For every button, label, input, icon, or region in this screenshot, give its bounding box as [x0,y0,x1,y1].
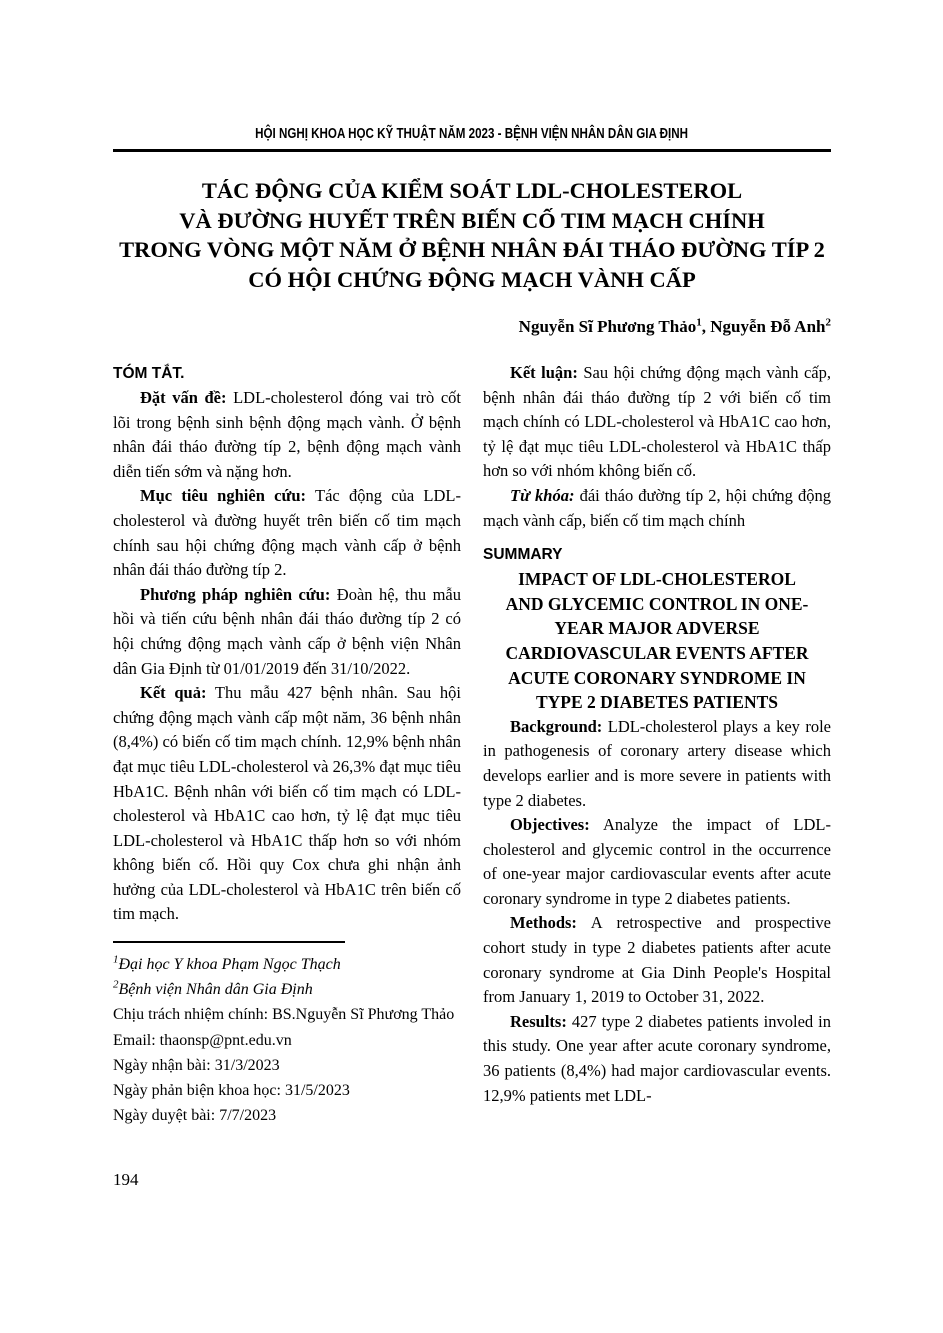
running-header-text: HỘI NGHỊ KHOA HỌC KỸ THUẬT NĂM 2023 - BỆNH VIỆN NHÂN DÂN GIA ĐỊNH [255,126,689,142]
abstract-vi-results [113,681,461,927]
paragraph-text: Tác động của LDL-cholesterol và đường huyết trên biến cố tim mạch chính sau hội chứng động mạch vành cấp ở bệnh nhân đái tháo đường típ 2. [113,486,461,580]
summary-heading: SUMMARY [483,546,563,564]
article-title-line: VÀ ĐƯỜNG HUYẾT TRÊN BIẾN CỐ TIM MẠCH CHÍNH [179,207,765,233]
abstract-en-methods [483,911,831,1009]
paragraph-label: Đặt vấn đề: [140,388,227,407]
paragraph-label: Kết quả: [140,683,207,703]
article-title-line: CÓ HỘI CHỨNG ĐỘNG MẠCH VÀNH CẤP [248,266,696,292]
affiliation-2-text: Bệnh viện Nhân dân Gia Định [118,981,313,999]
english-title-line: CARDIOVASCULAR EVENTS AFTER [505,642,809,663]
english-title-line: TYPE 2 DIABETES PATIENTS [536,692,778,713]
english-title [483,567,831,715]
author-1-affiliation-mark: 1 [696,316,702,329]
paragraph-text: Thu mẫu 427 bệnh nhân. Sau hội chứng động mạch vành cấp một năm, 36 bệnh nhân (8,4%) có biến cố tim mạch chính. 12,9% bệnh nhân đạt mục tiêu LDL-cholesterol và 26,3% đạt mục tiêu HbA1C. Bệnh nhân với biến cố tim mạch có LDL-cholesterol và HbA1C cao hơn, tỷ lệ đạt mục tiêu LDL-cholesterol và HbA1C thấp hơn so với nhóm không biến cố. Hồi quy Cox chưa ghi nhận ảnh hưởng của LDL-cholesterol và HbA1C trên biến cố tim mạch. [113,683,462,924]
paragraph-label: Mục tiêu nghiên cứu: [140,486,307,506]
authors-line [113,317,831,337]
abstract-vi-background [113,386,461,484]
paragraph-text: LDL-cholesterol đóng vai trò cốt lõi trong bệnh sinh bệnh động mạch vành. Ở bệnh nhân đái tháo đường típ 2, bệnh động mạch vành diễn tiến sớm và nặng hơn. [113,388,461,481]
footnote-separator [113,941,345,943]
paragraph-label: Objectives: [510,815,590,835]
abstract-vi-methods [113,583,461,681]
approved-date-line: Ngày duyệt bài: 7/7/2023 [113,1107,277,1125]
article-title [113,176,831,294]
paragraph-label: Methods: [510,913,577,933]
abstract-en-results [483,1010,831,1108]
received-date-line: Ngày nhận bài: 31/3/2023 [113,1056,280,1074]
abstract-vi-conclusion [483,361,831,484]
header-rule [113,149,831,152]
english-title-line: ACUTE CORONARY SYNDROME IN [508,667,806,688]
paragraph-text: 427 type 2 diabetes patients involed in this study. One year after acute coronary syndrome, 36 patients (8,4%) had major cardiovascular events. 12,9% patients met LDL- [483,1011,832,1105]
paragraph-text: Sau hội chứng động mạch vành cấp, bệnh nhân đái tháo đường típ 2 với biến cố tim mạch chính có LDL-cholesterol và HbA1C cao hơn, tỷ lệ đạt mục tiêu LDL-cholesterol và HbA1C thấp hơn so với nhóm không biến cố. [483,363,831,481]
email-line: Email: thaonsp@pnt.edu.vn [113,1031,292,1049]
abstract-en-objectives [483,813,831,911]
corresponding-author-line: Chịu trách nhiệm chính: BS.Nguyễn Sĩ Phương Thảo [113,1006,455,1024]
article-title-line: TÁC ĐỘNG CỦA KIỂM SOÁT LDL-CHOLESTEROL [201,178,743,203]
affiliation-1-text: Đại học Y khoa Phạm Ngọc Thạch [118,956,341,974]
english-title-line: AND GLYCEMIC CONTROL IN ONE- [505,593,809,614]
left-column [113,361,461,1128]
abstract-vi-objectives [113,484,461,582]
page-number: 194 [113,1170,139,1189]
keywords [483,484,831,533]
english-title-line: IMPACT OF LDL-CHOLESTEROL [518,569,796,590]
author-1: Nguyễn Sĩ Phương Thảo [518,317,697,336]
english-title-line: YEAR MAJOR ADVERSE [554,618,760,639]
affiliation-2-mark: 2 [113,978,119,991]
paragraph-text: A retrospective and prospective cohort study in type 2 diabetes patients after acute coronary syndrome at Gia Dinh People's Hospital from January 1, 2019 to October 31, 2022. [483,913,831,1007]
paragraph-label: Results: [510,1011,567,1031]
paragraph-label: Phương pháp nghiên cứu: [140,584,331,604]
paragraph-text: Analyze the impact of LDL-cholesterol and glycemic control in the occurrence of one-year major cardiovascular events after acute coronary syndrome in type 2 diabetes patients. [483,815,832,908]
paragraph-text: Đoàn hệ, thu mẫu hồi và tiến cứu bệnh nhân đái tháo đường típ 2 có hội chứng động mạch vành cấp ở bệnh viện Nhân dân Gia Định từ 01/01/2019 đến 31/10/2022. [113,584,461,678]
abstract-en-background [483,715,831,813]
abstract-vi-heading: TÓM TẮT. [113,365,185,382]
keywords-label: Từ khóa: [510,485,575,505]
author-separator: , [701,317,711,336]
affiliation-2 [113,977,461,1002]
reviewed-date-line: Ngày phản biện khoa học: 31/5/2023 [113,1082,350,1100]
author-2-affiliation-mark: 2 [825,316,831,329]
paragraph-label: Kết luận: [510,363,578,382]
paragraph-label: Background: [510,716,603,736]
running-header [113,125,831,143]
affiliation-1-mark: 1 [113,953,119,966]
author-2: Nguyễn Đỗ Anh [710,317,826,336]
paragraph-text: LDL-cholesterol plays a key role in pathogenesis of coronary artery disease which develops earlier and is more severe in patients with type 2 diabetes. [483,716,831,810]
article-title-line: TRONG VÒNG MỘT NĂM Ở BỆNH NHÂN ĐÁI THÁO ĐƯỜNG TÍP 2 [119,237,825,262]
affiliation-1 [113,952,461,977]
keywords-text: đái tháo đường típ 2, hội chứng động mạch vành cấp, biến cố tim mạch chính [483,485,831,530]
right-column [483,361,831,1108]
